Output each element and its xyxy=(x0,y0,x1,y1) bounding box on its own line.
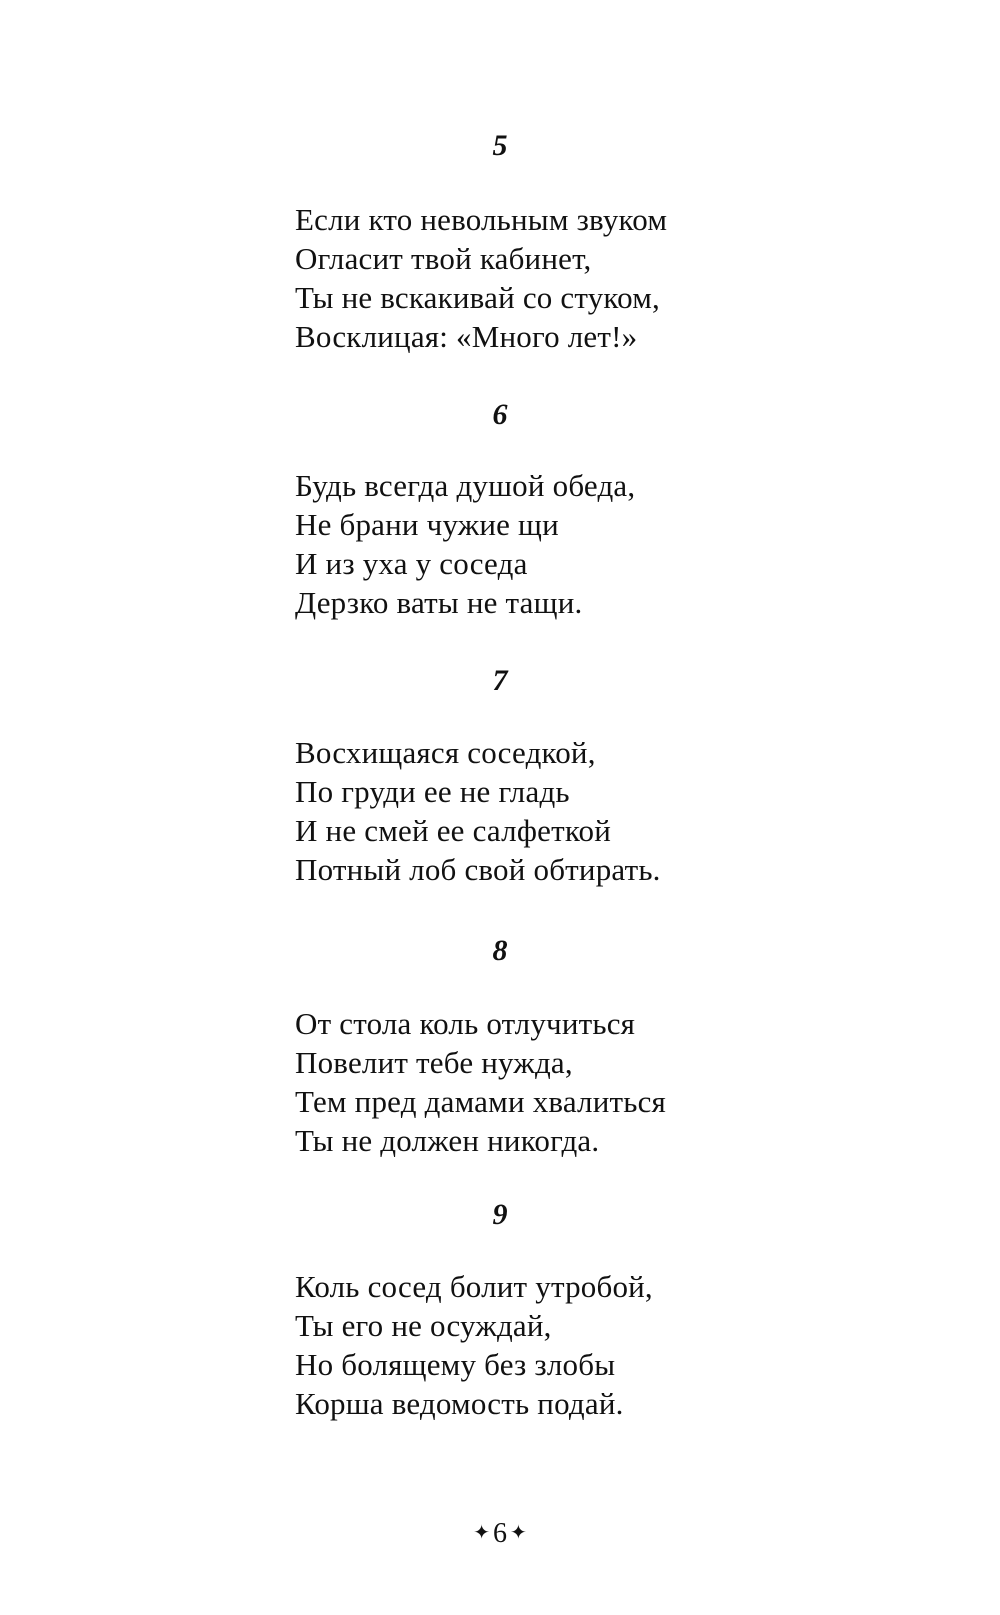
stanza-number: 8 xyxy=(492,934,508,967)
page-number: 6 xyxy=(493,1518,507,1549)
stanza-lines xyxy=(295,1267,653,1423)
ornament-icon: ✦ xyxy=(473,1522,490,1544)
verse-line: Ты не вскакивай со стуком, xyxy=(295,280,660,315)
stanza-number: 6 xyxy=(492,398,508,431)
verse-line: Будь всегда душой обеда, xyxy=(295,468,636,503)
verse-line: Коль сосед болит утробой, xyxy=(295,1269,653,1304)
stanza-number: 7 xyxy=(492,664,508,697)
stanza-number: 9 xyxy=(492,1198,508,1231)
verse-line: Не брани чужие щи xyxy=(295,507,559,542)
verse-line: И из уха у соседа xyxy=(295,546,528,581)
verse-line: Огласит твой кабинет, xyxy=(295,241,592,276)
stanza-lines xyxy=(295,466,635,622)
verse-line: Потный лоб свой обтирать. xyxy=(295,852,661,887)
verse-line: И не смей ее салфеткой xyxy=(295,813,611,848)
verse-line: Но болящему без злобы xyxy=(295,1347,616,1382)
verse-line: Корша ведомость подай. xyxy=(295,1386,624,1421)
page-number-footer xyxy=(0,1516,1000,1551)
stanza-lines xyxy=(295,733,661,889)
verse-line: Тем пред дамами хвалиться xyxy=(295,1084,667,1119)
verse-line: Повелит тебе нужда, xyxy=(295,1045,573,1080)
verse-line: Восхищаяся соседкой, xyxy=(295,735,596,770)
stanza-number: 5 xyxy=(492,129,508,162)
verse-line: По груди ее не гладь xyxy=(295,774,570,809)
verse-line: Дерзко ваты не тащи. xyxy=(295,585,583,620)
ornament-icon: ✦ xyxy=(510,1522,527,1544)
stanza-lines xyxy=(295,1004,666,1160)
verse-line: Если кто невольным звуком xyxy=(295,202,668,237)
verse-line: Ты не должен никогда. xyxy=(295,1123,600,1158)
verse-line: Восклицая: «Много лет!» xyxy=(295,319,638,354)
verse-line: Ты его не осуждай, xyxy=(295,1308,552,1343)
verse-line: От стола коль отлучиться xyxy=(295,1006,636,1041)
stanza-lines xyxy=(295,200,667,356)
